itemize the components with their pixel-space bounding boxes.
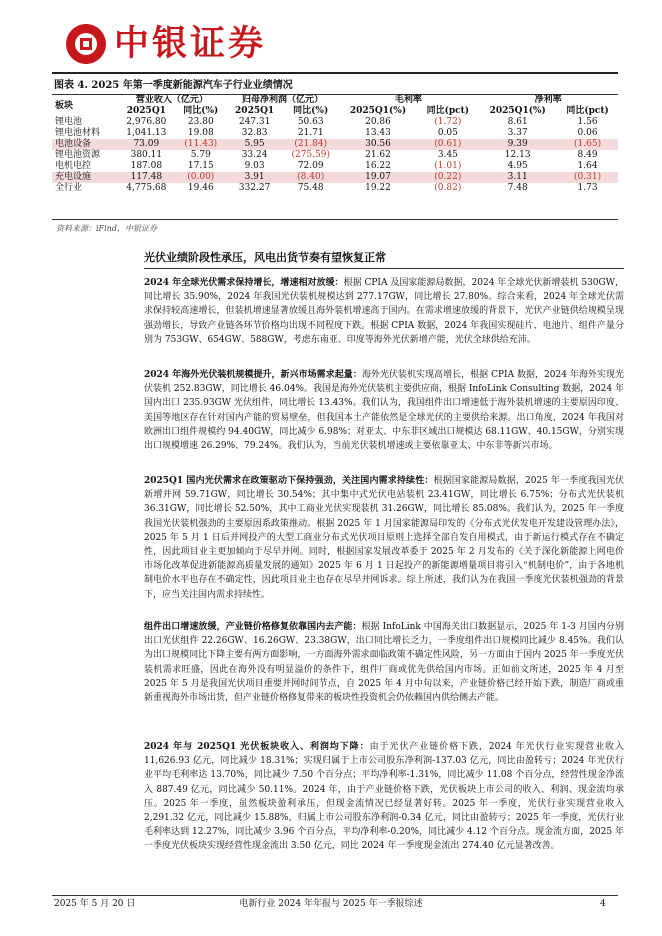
table-row	[52, 161, 618, 172]
table-cell: 9.39	[478, 139, 557, 150]
paragraph-text: 海外光伏装机实现高增长，根据 CPIA 数据，2024 年海外实现光伏装机 252.83GW，同比增长 46.04%。我国是海外光伏装机主要供应商，根据 InfoLink Consulting 数据，2024 年国内出口 235.93GW 光伏组件，同比增长 13.43%。我们认为，我国组件出口增速低于海外装机增速的主要原因印度、美国等地区存在针对国内产能的贸易壁垒，但我国本土产能依然是全球光伏的主要供给来源。出口角度，2024 年我国对欧洲出口组件规模约 94.40GW，同比减少 6.98%；对亚太、中东非区域出口规模达 68.11GW、40.15GW，分别实现出口规模增速 26.29%、79.24%。我们认为，当前光伏装机增速或主要依靠亚太、中东非等新兴市场。	[144, 370, 624, 452]
table-cell: 16.22	[365, 161, 391, 171]
sub-header: 2025Q1	[126, 106, 166, 116]
table-row	[52, 150, 618, 161]
row-label: 锂电池材料	[55, 128, 101, 138]
table-cell: (1.01)	[434, 161, 462, 171]
performance-table	[52, 95, 618, 194]
group-header: 毛利率	[394, 95, 422, 105]
brand-name: 中银证券	[114, 24, 267, 64]
row-header: 板块	[55, 100, 74, 111]
table-row	[52, 183, 618, 194]
sub-header: 2025Q1	[235, 106, 275, 116]
table-cell: 19.08	[187, 128, 214, 138]
row-label: 电机电控	[55, 161, 92, 171]
table-cell: 5.79	[190, 150, 211, 160]
page-number: 4	[600, 899, 606, 909]
table-cell: (275.59)	[291, 150, 330, 160]
table-cell: 50.63	[297, 117, 324, 127]
table-cell: 21.62	[365, 150, 391, 160]
section-title: 光伏业绩阶段性承压，风电出货节奏有望恢复正常	[144, 251, 386, 264]
figure-title: 图表 4. 2025 年第一季度新能源汽车子行业业绩情况	[54, 80, 293, 91]
table-cell: 380.11	[130, 150, 163, 160]
table-cell: 9.03	[244, 161, 265, 171]
table-cell: (1.65)	[557, 139, 618, 150]
table-cell: 3.11	[478, 172, 557, 183]
table-cell: 3.37	[507, 128, 528, 138]
table-cell: 3.45	[437, 150, 458, 160]
table-row	[52, 172, 618, 183]
table-cell: 3.91	[226, 172, 283, 183]
paragraph	[144, 740, 624, 854]
paragraph-lead: 组件出口增速放缓，产业链价格修复依靠国内去产能：	[144, 622, 362, 632]
table-cell: 117.48	[117, 172, 175, 183]
paragraph	[144, 276, 624, 347]
table-cell: 1.64	[577, 161, 598, 171]
table-cell: (0.31)	[557, 172, 618, 183]
sub-header: 同比(pct)	[426, 106, 470, 116]
table-cell: 7.48	[507, 183, 528, 193]
table-bottom-rule	[52, 219, 618, 220]
paragraph-text: 根据 CPIA 及国家能源局数据，2024 年全球光伏新增装机 530GW，同比增长 35.90%，2024 年我国光伏装机规模达到 277.17GW，同比增长 27.80%。综合来看，2024 年全球光伏需求保持较高速增长，但装机增速显著放缓且海外装机增速高于国内。在需求增速放缓的背景下，光伏产业链供给规模呈现强劲增长，导致产业链各环节价格均出现不同程度下跌。根据 CPIA 数据，2024 年我国实现硅片、电池片、组件产量分别为 753GW、654GW、588GW，考虑东南亚、印度等海外光伏新增产能，光伏全球供给充沛。	[144, 278, 624, 345]
table-cell: 21.71	[297, 128, 324, 138]
bank-of-china-logo-icon	[66, 24, 106, 64]
table-row	[52, 139, 618, 150]
table-cell: 19.46	[187, 183, 214, 193]
table-cell: (11.43)	[175, 139, 226, 150]
table-cell: 0.05	[437, 128, 458, 138]
table-cell: 1.73	[577, 183, 598, 193]
table-cell: (0.61)	[417, 139, 478, 150]
table-cell: 0.06	[577, 128, 598, 138]
table-cell: 23.80	[187, 117, 214, 127]
paragraph-text: 根据 InfoLink 中国海关出口数据显示，2025 年 1-3 月国内分别出口光伏组件 22.26GW、16.26GW、23.38GW，出口同比增长乏力，一季度组件出口规模同比减少 8.45%。我们认为出口规模同比下降主要有两方面影响，一方面海外需求面临政策不确定性风险，另一方面由于国内 2025 年一季度光伏装机需求旺盛，因此在海外没有明显溢价的条件下，组件厂商或优先供给国内市场。正如前文所述，2025 年 4 月至 2025 年 5 月是我国光伏项目重要并网时间节点，自 2025 年 4 月中旬以来，产业链价格已经开始下跌，制造厂商或重新重视海外市场出货，但产业链价格修复带来的板块性投资机会仍依赖国内供给侧去产能。	[144, 622, 624, 704]
table-cell: 17.15	[187, 161, 214, 171]
table-cell: 4.95	[507, 161, 528, 171]
table-cell: 12.13	[504, 150, 531, 160]
table-cell: 13.43	[365, 128, 391, 138]
paragraph-lead: 2024 年与 2025Q1 光伏板块收入、利润均下降：	[144, 742, 370, 752]
table-cell: 4,775.68	[126, 183, 167, 193]
table-cell: 5.95	[226, 139, 283, 150]
table-cell: 33.24	[241, 150, 268, 160]
table-cell: 1.56	[577, 117, 598, 127]
sub-header: 同比(%)	[293, 106, 329, 116]
paragraph	[144, 474, 624, 602]
table-cell: 8.61	[507, 117, 528, 127]
table-cell: 19.22	[365, 183, 391, 193]
footer-date: 2025 年 5 月 20 日	[54, 899, 136, 909]
table-cell: 247.31	[238, 117, 271, 127]
group-header: 营业收入（亿元）	[135, 95, 208, 105]
table-cell: (21.84)	[283, 139, 339, 150]
table-cell: (0.82)	[434, 183, 462, 193]
sub-header: 同比(pct)	[566, 106, 609, 116]
table-cell: 20.86	[365, 117, 391, 127]
table-group-header-row	[52, 95, 618, 106]
paragraph	[144, 620, 624, 705]
row-label: 电池设备	[52, 139, 117, 150]
paragraph-lead: 2024 年海外光伏装机规模提升，新兴市场需求起量：	[144, 370, 362, 380]
paragraph-lead: 2024 年全球光伏需求保持增长，增速相对放缓：	[144, 278, 344, 288]
table-cell: (1.72)	[434, 117, 462, 127]
table-cell: 2,976.80	[126, 117, 167, 127]
row-label: 充电设施	[52, 172, 117, 183]
paragraph-lead: 2025Q1 国内光伏需求在政策驱动下保持强劲，关注国内需求持续性：	[144, 476, 434, 486]
header-divider	[52, 72, 618, 74]
sub-header: 同比(%)	[183, 106, 219, 116]
table-cell: 8.49	[577, 150, 598, 160]
paragraph-text: 由于光伏产业链价格下跌，2024 年光伏行业实现营业收入 11,626.93 亿元，同比减少 18.31%；实现归属于上市公司股东净利润-137.03 亿元，同比由盈转亏；2024 年光伏行业平均毛利率达 13.70%，同比减少 7.50 个百分点；平均净利率-1.31%，同比减少 11.08 个百分点，经营性现金净流入 887.49 亿元，同比减少 50.11%。2024 年，由于产业链价格下跌，光伏板块上市公司的收入、利润、现金流均承压。2025 年一季度，虽然板块盈利承压，但现金流情况已经显著好转。2025 年一季度，光伏行业实现营业收入 2,291.32 亿元，同比减少 15.88%，归属上市公司股东净利润-0.34 亿元，同比由盈转亏；2025 年一季度，光伏行业毛利率达到 12.27%，同比减少 3.96 个百分点，平均净利率-0.20%，同比减少 4.12 个百分点。现金流方面，2025 年一季度光伏板块实现经营性现金流出 3.50 亿元，同比 2024 年一季度现金流出 274.40 亿元显著改善。	[144, 742, 624, 852]
table-cell: 19.07	[339, 172, 418, 183]
paragraph	[144, 368, 624, 453]
table-cell: 1,041.13	[126, 128, 167, 138]
table-cell: 73.09	[117, 139, 175, 150]
table-cell: 32.83	[241, 128, 268, 138]
table-sub-header-row	[52, 106, 618, 117]
sub-header: 2025Q1(%)	[349, 106, 407, 116]
row-label: 锂电池	[55, 117, 83, 127]
table-source: 资料来源：iFind，中银证券	[56, 224, 157, 233]
table-cell: 30.56	[339, 139, 418, 150]
section-divider	[144, 268, 624, 269]
table-row	[52, 128, 618, 139]
paragraph-text: 根据国家能源局数据，2025 年一季度我国光伏新增并网 59.71GW，同比增长 30.54%；其中集中式光伏电站装机 23.41GW，同比增长 6.75%；分布式光伏装机 36.31GW，同比增长 52.50%，其中工商业光伏实现装机 31.26GW，同比增长 85.08%。我们认为，2025 年一季度我国光伏装机强劲的主要原因系政策推动。根据 2025 年 1 月国家能源局印发的《分布式光伏发电开发建设管理办法》，2025 年 5 月 1 日后并网投产的大型工商业分布式光伏项目原则上选择全部自发自用模式，由于新运行模式存在不确定性，因此项目业主更加倾向于尽早并网。同时，根据国家发展改革委于 2025 年 2 月发布的《关于深化新能源上网电价市场化改革促进新能源高质量发展的通知》2025 年 6 月 1 日起投产的新能源增量项目将引入“机制电价”，由于各地机制电价水平也存在不确定性，因此项目业主也存在尽早并网诉求。综上所述，我们认为在我国一季度光伏装机强劲的背景下，应当关注国内需求持续性。	[144, 476, 624, 600]
table-cell: (0.00)	[175, 172, 226, 183]
group-header: 净利率	[534, 95, 562, 105]
table-row	[52, 117, 618, 128]
sub-header: 2025Q1(%)	[489, 106, 546, 116]
row-label: 锂电池资源	[55, 150, 101, 160]
table-cell: (0.22)	[417, 172, 478, 183]
table-cell: 72.09	[297, 161, 324, 171]
table-cell: (8.40)	[283, 172, 339, 183]
footer-doc-title: 电新行业 2024 年年报与 2025 年一季报综述	[239, 899, 423, 909]
row-label: 全行业	[55, 183, 83, 193]
table-cell: 75.48	[297, 183, 324, 193]
table-cell: 187.08	[130, 161, 163, 171]
footer-divider	[52, 895, 618, 896]
table-cell: 332.27	[238, 183, 271, 193]
group-header: 归母净利润（亿元）	[241, 95, 323, 105]
